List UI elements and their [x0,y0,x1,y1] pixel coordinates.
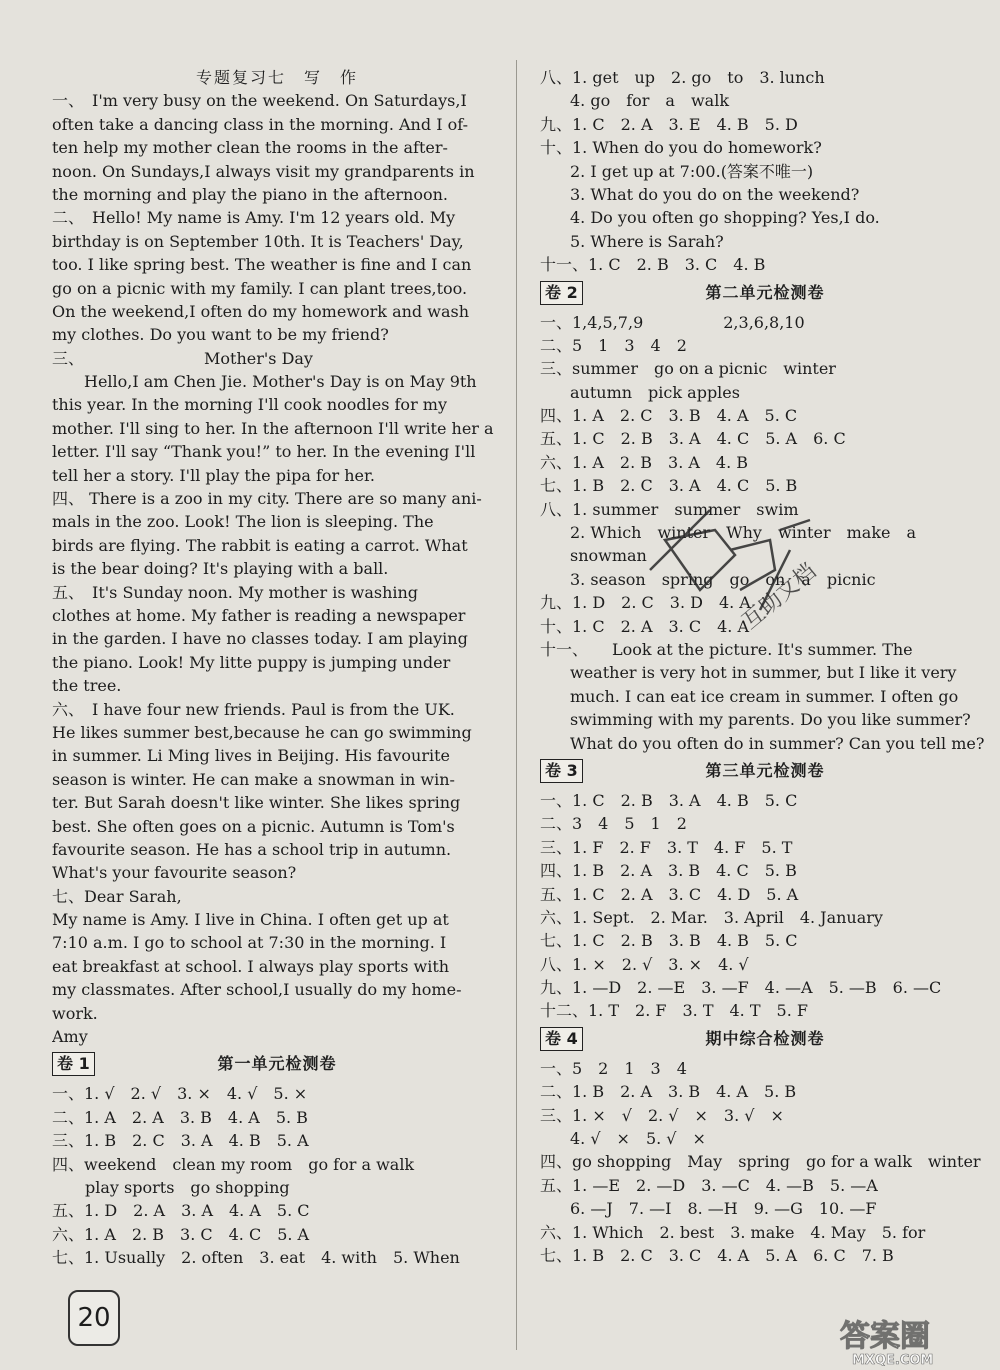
answer-line: 三、1. × √ 2. √ × 3. √ × [540,1105,784,1125]
answer-line: 十一、 Look at the picture. It's summer. The [540,639,913,659]
logo-text: 答案圈 [840,1319,930,1354]
answer-line: 3. What do you do on the weekend? [570,184,860,204]
answer-line: mals in the zoo. Look! The lion is sleeping. The [52,512,434,532]
answer-line: go on a picnic with my family. I can plant trees,too. [52,278,468,298]
answer-line: much. I can eat ice cream in summer. I often go [570,686,959,706]
answer-line: birthday is on September 10th. It is Teachers' Day, [52,231,464,251]
answer-line: the morning and play the piano in the afternoon. [52,184,448,204]
answer-line: 三、1. F 2. F 3. T 4. F 5. T [540,837,793,857]
answer-line: 2. Which winter Why winter make a [570,523,917,543]
paper-badge: 卷 1 [52,1052,95,1076]
watermark-stamp [640,500,840,660]
answer-line: 八、1. summer summer swim [540,499,799,519]
writing-review-title: 专题复习七 写 作 [195,68,358,87]
answer-line: noon. On Sundays,I always visit my grandparents in [52,161,475,181]
answer-line: 二、1. A 2. A 3. B 4. A 5. B [52,1107,308,1127]
answer-line: 十、1. C 2. A 3. C 4. A [540,616,750,636]
unit1-answers [52,1082,502,1269]
paper-badge: 卷 3 [540,759,583,783]
answer-line: 6. —J 7. —I 8. —H 9. —G 10. —F [570,1199,877,1219]
answer-line: too. I like spring best. The weather is fine and I can [52,255,472,275]
section-title: 第二单元检测卷 [705,282,825,302]
answer-line: swimming with my parents. Do you like summer? [570,710,971,730]
paper-badge: 卷 4 [540,1027,583,1051]
answer-line: 五、1. C 2. A 3. C 4. D 5. A [540,884,799,904]
answer-line: mother. I'll sing to her. In the afternoon I'll write her a [52,418,494,438]
answer-line: letter. I'll say “Thank you!” to her. In the evening I'll [52,442,476,462]
answer-line: 三、 Mother's Day [52,348,313,368]
answer-line: What do you often do in summer? Can you tell me? [570,733,985,753]
answer-line: 四、1. B 2. A 3. B 4. C 5. B [540,861,797,881]
answer-line: play sports go shopping [85,1177,290,1197]
answer-line: My name is Amy. I live in China. I often get up at [52,910,449,930]
continued-answers [540,66,990,277]
answer-line: 一、1,4,5,7,9 2,3,6,8,10 [540,312,805,332]
answer-line: tell her a story. I'll play the pipa for her. [52,465,375,485]
stamp-text: 互助文档 [737,558,822,635]
answer-line: weather is very hot in summer, but I like it very [570,663,957,683]
answer-line: in summer. Li Ming lives in Beijing. His favourite [52,746,451,766]
answer-line: 4. √ × 5. √ × [570,1129,706,1149]
answer-line: 七、1. B 2. C 3. C 4. A 5. A 6. C 7. B [540,1245,894,1265]
answer-line: 六、1. A 2. B 3. C 4. C 5. A [52,1224,310,1244]
answer-line: 十一、1. C 2. B 3. C 4. B [540,255,766,275]
answer-line: is the bear doing? It's playing with a ball. [52,559,389,579]
unit-section-header [540,1025,990,1055]
answer-line: this year. In the morning I'll cook noodles for my [52,395,448,415]
answer-line: 九、1. —D 2. —E 3. —F 4. —A 5. —B 6. —C [540,978,942,998]
answer-line: 一、1. C 2. B 3. A 4. B 5. C [540,790,798,810]
paper-badge: 卷 2 [540,281,583,305]
section-title: 第一单元检测卷 [217,1054,337,1074]
unit1-header [52,1050,502,1080]
answer-line: 九、1. C 2. A 3. E 4. B 5. D [540,114,798,134]
answer-line: What's your favourite season? [52,863,297,883]
answer-line: 二、3 4 5 1 2 [540,814,687,834]
answer-line: On the weekend,I often do my homework and wash [52,301,469,321]
answer-line: often take a dancing class in the morning. And I of- [52,114,468,134]
answer-line: the piano. Look! My litte puppy is jumping under [52,652,451,672]
answer-line: best. She often goes on a picnic. Autumn is Tom's [52,816,455,836]
right-column [540,66,990,1267]
unit-section-header [540,279,990,309]
logo-url: MXQE.COM [852,1353,934,1366]
answer-line: 二、1. B 2. A 3. B 4. A 5. B [540,1082,797,1102]
answer-line: 2. I get up at 7:00.(答案不唯一) [570,161,814,181]
column-divider [516,60,517,1350]
answer-line: 4. Do you often go shopping? Yes,I do. [570,208,880,228]
answer-line: 六、 I have four new friends. Paul is from the UK. [52,699,455,719]
answer-line: 七、1. B 2. C 3. A 4. C 5. B [540,476,798,496]
answer-line: 八、1. × 2. √ 3. × 4. √ [540,954,749,974]
answer-line: my classmates. After school,I usually do my home- [52,980,462,1000]
answer-line: 五、 It's Sunday noon. My mother is washing [52,582,419,602]
answer-line: 五、1. —E 2. —D 3. —C 4. —B 5. —A [540,1175,878,1195]
answer-line: 4. go for a walk [570,91,730,111]
answer-line: 六、1. Which 2. best 3. make 4. May 5. for [540,1222,926,1242]
answer-line: Hello,I am Chen Jie. Mother's Day is on May 9th [52,372,477,392]
answer-line: 四、weekend clean my room go for a walk [52,1154,415,1174]
answer-line: the tree. [52,676,122,696]
answer-line: He likes summer best,because he can go swimming [52,722,472,742]
answer-line: 九、1. D 2. C 3. D 4. A [540,593,751,613]
answer-line: 五、1. D 2. A 3. A 4. A 5. C [52,1201,310,1221]
answer-line: clothes at home. My father is reading a newspaper [52,606,466,625]
answer-line: 七、Dear Sarah, [52,886,182,906]
site-logo [830,1310,1000,1366]
answer-line: ter. But Sarah doesn't like winter. She likes spring [52,793,461,813]
answer-line: 五、1. C 2. B 3. A 4. C 5. A 6. C [540,429,846,449]
answer-line: 七、1. Usually 2. often 3. eat 4. with 5. When [52,1248,460,1268]
unit-sections [540,279,990,1268]
answer-line: season is winter. He can make a snowman in win- [52,769,455,789]
answer-line: 三、1. B 2. C 3. A 4. B 5. A [52,1131,309,1151]
section-title: 第三单元检测卷 [705,760,825,780]
unit-section-header [540,757,990,787]
answer-line: 七、1. C 2. B 3. B 4. B 5. C [540,931,798,951]
writing-answers [52,89,502,1048]
answer-line: 四、1. A 2. C 3. B 4. A 5. C [540,406,798,426]
answer-line: autumn pick apples [570,382,740,402]
answer-line: 八、1. get up 2. go to 3. lunch [540,68,825,87]
answer-line: 四、go shopping May spring go for a walk winter [540,1152,981,1172]
answer-line: 一、 I'm very busy on the weekend. On Saturdays,I [52,91,467,111]
answer-line: 四、 There is a zoo in my city. There are so many ani- [52,489,482,509]
answer-line: 三、summer go on a picnic winter [540,359,836,379]
answer-line: 一、1. √ 2. √ 3. × 4. √ 5. × [52,1084,308,1104]
answer-line: ten help my mother clean the rooms in the after- [52,138,448,158]
section-title: 期中综合检测卷 [705,1028,825,1048]
answer-line: 3. season spring go on a picnic [570,569,876,589]
answer-line: favourite season. He has a school trip in autumn. [52,839,452,859]
answer-line: 一、5 2 1 3 4 [540,1058,687,1078]
answer-line: 十二、1. T 2. F 3. T 4. T 5. F [540,1001,808,1021]
answer-line: my clothes. Do you want to be my friend? [52,325,389,345]
answer-line: 十、1. When do you do homework? [540,138,822,158]
answer-line: eat breakfast at school. I always play sports with [52,956,450,976]
answer-line: Amy [52,1027,88,1047]
answer-line: work. [52,1003,98,1023]
answer-line: 二、 Hello! My name is Amy. I'm 12 years old. My [52,208,456,228]
answer-line: in the garden. I have no classes today. I am playing [52,629,468,649]
answer-line: 7:10 a.m. I go to school at 7:30 in the morning. I [52,933,447,953]
left-column [52,66,502,1270]
answer-line: 二、5 1 3 4 2 [540,335,687,355]
page-number: 20 [68,1290,120,1346]
answer-line: 5. Where is Sarah? [570,231,724,251]
answer-line: snowman [570,546,647,566]
answer-line: birds are flying. The rabbit is eating a carrot. What [52,535,468,555]
answer-line: 六、1. A 2. B 3. A 4. B [540,452,749,472]
answer-line: 六、1. Sept. 2. Mar. 3. April 4. January [540,907,883,927]
